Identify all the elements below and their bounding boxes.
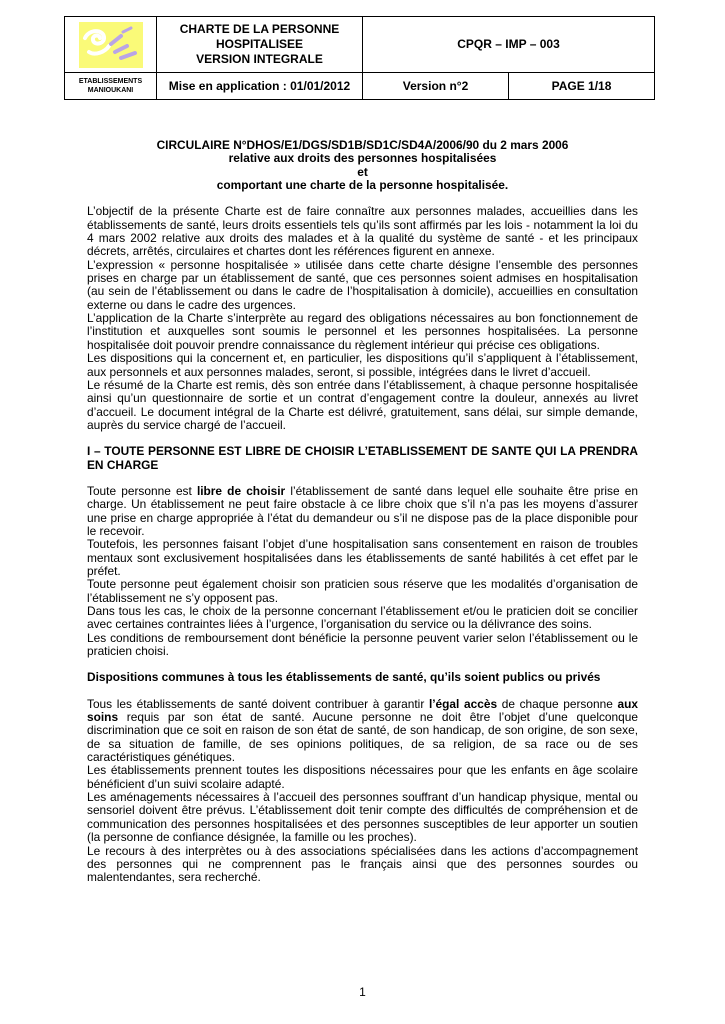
header-org-line2: MANIOUKANI xyxy=(87,87,134,94)
text-run: l’établissement de santé dans lequel elle souhaite être prise en charge. Un établissement ne peut faire obstacle à ce libre choix que s’il n’a pas les moyens d’assurer une prise en charge appropriée à l’état du demandeur ou s’il ne dispose pas de la place disponible pour le recevoir. xyxy=(87,483,638,538)
logo-cell xyxy=(65,17,157,73)
text-run: Toute personne est xyxy=(87,483,197,498)
section1-title: I – TOUTE PERSONNE EST LIBRE DE CHOISIR L’ETABLISSEMENT DE SANTE QUI LA PRENDRA EN CHARGE xyxy=(87,444,638,472)
header-title-line1: CHARTE DE LA PERSONNE HOSPITALISEE xyxy=(179,22,340,51)
page-number: 1 xyxy=(359,985,366,999)
document-header xyxy=(64,16,655,100)
section1-paragraph: Toutefois, les personnes faisant l’objet d’une hospitalisation sans consentement en raison de troubles mentaux sont exclusivement hospitalisées dans les établissements de santé habilités à cet effet par le préfet. xyxy=(87,537,638,578)
logo xyxy=(79,22,143,68)
section1-paragraph: Les conditions de remboursement dont bénéficie la personne peuvent varier selon l’établissement ou le praticien choisi. xyxy=(87,630,638,659)
intro-paragraph: L’application de la Charte s’interprète au regard des obligations nécessaires au bon fonctionnement de l’institution et auxquelles sont soumis le personnel et les personnes hospitalisées. La personne hospitalisée doit pouvoir prendre connaissance du règlement intérieur qui précise ces obligations. xyxy=(87,311,638,352)
emphasis-libre-de-choisir: libre de choisir xyxy=(196,483,286,498)
text-run: Tous les établissements de santé doivent contribuer à garantir xyxy=(87,696,429,711)
section2-paragraph: Les aménagements nécessaires à l’accueil des personnes souffrant d’un handicap physique, mental ou sensoriel doivent être prévus. L’établissement doit tenir compte des difficultés de compréhension et de communication des personnes hospitalisées et des personnes susceptibles de leur apporter un soutien (la personne de confiance désignée, la famille ou les proches). xyxy=(87,790,638,845)
text-run: requis par son état de santé. Aucune personne ne doit être l’objet d’une quelconque discrimination que ce soit en raison de son état de santé, de son handicap, de son origine, de son sexe, de sa situation de famille, de ses opinions politiques, de sa religion, de sa race ou de ses caractéristiques génétiques. xyxy=(87,710,638,765)
header-page: PAGE 1/18 xyxy=(509,73,655,100)
header-org-line1: ETABLISSEMENTS xyxy=(78,78,143,85)
emphasis-aux-soins: aux soins xyxy=(87,696,638,725)
header-version: Version n°2 xyxy=(363,73,509,100)
document-body xyxy=(87,139,638,885)
circulaire-line2: relative aux droits des personnes hospitalisées xyxy=(228,151,497,166)
circulaire-line1: CIRCULAIRE N°DHOS/E1/DGS/SD1B/SD1C/SD4A/2006/90 du 2 mars 2006 xyxy=(156,138,569,152)
section1-paragraph xyxy=(87,485,638,538)
circulaire-line4: comportant une charte de la personne hospitalisée. xyxy=(216,178,509,193)
intro-paragraph: L’objectif de la présente Charte est de faire connaître aux personnes malades, accueillies dans les établissements de santé, leurs droits essentiels tels qu’ils sont affirmés par les lois - notamment la loi du 4 mars 2002 relative aux droits des malades et à la qualité du système de santé - et les principaux décrets, arrêtés, circulaires et chartes dont les références figurent en annexe. xyxy=(87,204,638,259)
header-code: CPQR – IMP – 003 xyxy=(363,17,655,73)
header-title-line2: VERSION INTEGRALE xyxy=(196,52,323,66)
section1-paragraph: Toute personne peut également choisir son praticien sous réserve que les modalités d’organisation de l’établissement ne s’y opposent pas. xyxy=(87,577,638,605)
intro-paragraph: Le résumé de la Charte est remis, dès son entrée dans l’établissement, à chaque personne hospitalisée ainsi qu’un questionnaire de sortie et un contrat d’engagement contre la douleur, annexés au livret d’accueil. Le document intégral de la Charte est délivré, gratuitement, sans délai, sur simple demande, auprès du service chargé de l’accueil. xyxy=(87,377,638,432)
header-org xyxy=(65,73,157,100)
header-application-date: Mise en application : 01/01/2012 xyxy=(157,73,363,100)
header-title xyxy=(157,17,363,73)
section1-paragraph: Dans tous les cas, le choix de la personne concernant l’établissement et/ou le praticien doit se concilier avec certaines contraintes liées à l’urgence, l’organisation du service ou la délivrance des soins. xyxy=(87,604,638,632)
intro-paragraph: L’expression « personne hospitalisée » utilisée dans cette charte désigne l’ensemble des personnes prises en charge par un établissement de santé, que ces personnes soient admises en hospitalisation (au sein de l’établissement ou dans le cadre de l’hospitalisation à domicile), accueillies en consultation externe ou dans le cadre des urgences. xyxy=(87,257,638,312)
section2-paragraph: Le recours à des interprètes ou à des associations spécialisées dans les actions d’accompagnement des personnes qui ne comprennent pas le français ainsi que des personnes sourdes ou malentendantes, sera recherché. xyxy=(87,843,638,885)
text-run: de chaque personne xyxy=(497,696,618,711)
emphasis-egal-acces: l’égal accès xyxy=(428,696,498,711)
circulaire-line3: et xyxy=(357,164,368,179)
section2-paragraph xyxy=(87,698,638,765)
section2-title: Dispositions communes à tous les établissements de santé, qu’ils soient publics ou privés xyxy=(87,670,601,685)
logo-mark-icon xyxy=(79,22,143,68)
section2-paragraph: Les établissements prennent toutes les dispositions nécessaires pour que les enfants en âge scolaire bénéficient d’un suivi scolaire adapté. xyxy=(87,763,638,791)
intro-paragraph: Les dispositions qui la concernent et, en particulier, les dispositions qu’il s’appliquent à l’établissement, aux personnels et aux personnes malades, seront, si possible, intégrées dans le livret d’accueil. xyxy=(87,351,638,379)
